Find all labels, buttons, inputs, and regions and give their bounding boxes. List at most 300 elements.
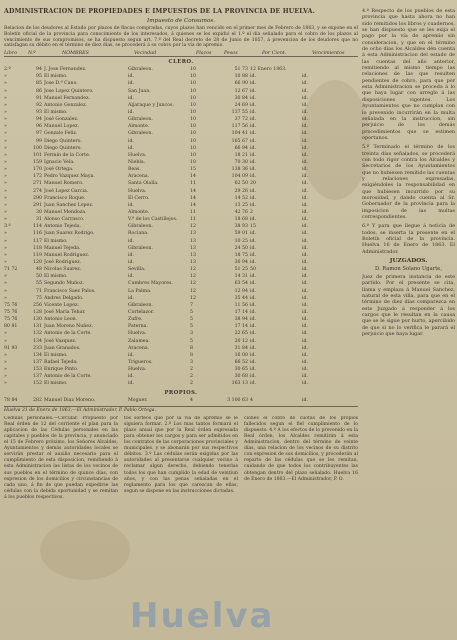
name-cell: Enrique Pinto. <box>44 367 79 373</box>
number-cell: 94 <box>36 117 42 123</box>
residence-cell: id. <box>128 374 134 380</box>
number-cell: 132 <box>33 331 42 337</box>
number-cell: 97 <box>36 131 42 137</box>
term-cell: 13 <box>190 231 196 237</box>
due-cell: id. <box>302 74 308 80</box>
number-cell: 137 <box>33 374 42 380</box>
amount-cell: 42 76 <box>234 210 248 215</box>
percent-cell: id. <box>250 217 256 223</box>
term-cell: 14 <box>190 202 196 208</box>
residence-cell: Trigueros. <box>128 359 153 365</box>
debtors-table <box>4 59 358 403</box>
name-cell: Fermin de la Corte. <box>44 152 91 158</box>
term-cell: 5 <box>190 338 193 344</box>
book-cell: » <box>4 210 7 215</box>
percent-cell: id. <box>250 102 256 108</box>
book-cell: » <box>4 238 7 244</box>
residence-cell: San Juan. <box>128 88 151 94</box>
term-cell: 10 <box>190 160 196 166</box>
name-cell: Antonio de la Corte. <box>44 374 92 380</box>
table-row <box>4 345 358 352</box>
book-cell: » <box>4 95 7 101</box>
name-cell: Juan Granados. <box>44 345 81 351</box>
residence-cell: id. <box>128 145 134 151</box>
percent-cell: id. <box>250 131 256 137</box>
due-cell: id. <box>302 102 308 108</box>
term-cell: 10 <box>190 74 196 80</box>
column-header: Pesos <box>224 51 238 57</box>
table-row <box>4 180 358 187</box>
amount-cell: 59 01 <box>234 231 248 237</box>
residence-cell: Aracena. <box>128 174 150 180</box>
number-cell: 134 <box>33 338 42 344</box>
percent-cell: id. <box>250 88 256 94</box>
amount-cell: 165 67 <box>231 138 248 144</box>
term-cell: 10 <box>190 138 196 144</box>
due-cell: id. <box>302 131 308 137</box>
number-cell: 131 <box>33 324 42 330</box>
percent-cell: id. <box>250 167 256 173</box>
amount-cell: 18 75 <box>234 252 248 258</box>
book-cell: » <box>4 217 7 223</box>
residence-cell: Aracena. <box>128 345 150 351</box>
residence-cell: Gibraleon. <box>128 131 153 137</box>
amount-cell: 62 50 <box>234 181 248 187</box>
percent-cell: id. <box>250 288 256 294</box>
residence-cell: Rociana. <box>128 231 149 237</box>
name-cell: Manuel Rodriguez. <box>44 252 90 258</box>
number-cell: 130 <box>33 317 42 323</box>
due-cell: id. <box>302 324 308 330</box>
due-cell: id. <box>302 231 308 237</box>
residence-cell: id. <box>128 95 134 101</box>
name-cell: Juan Sanchez Lopez. <box>44 202 94 208</box>
book-cell: » <box>4 181 7 187</box>
book-cell: » <box>4 338 7 344</box>
amount-cell: 12 94 <box>234 288 248 294</box>
due-cell: id. <box>302 252 308 258</box>
residence-cell: id. <box>128 81 134 87</box>
amount-cell: 104 09 <box>231 174 248 180</box>
amount-cell: 138 36 <box>231 167 248 173</box>
amount-cell: 3 100 63 <box>227 397 248 403</box>
table-row <box>4 295 358 302</box>
column-header: Vecindad <box>134 51 157 57</box>
number-cell: 94 <box>36 67 42 73</box>
table-column-headers <box>4 51 358 57</box>
book-cell: » <box>4 160 7 166</box>
name-cell: Manuel Tejeda. <box>44 245 81 251</box>
due-cell: id. <box>302 88 308 94</box>
number-cell: 117 <box>33 238 42 244</box>
table-row <box>4 88 358 95</box>
percent-cell: id. <box>250 238 256 244</box>
table-row <box>4 66 358 73</box>
book-cell: » <box>4 352 7 358</box>
table-row <box>4 145 358 152</box>
residence-cell: Cumbres Mayores. <box>128 281 173 287</box>
due-cell: id. <box>302 110 308 116</box>
term-cell: 12 <box>190 274 196 280</box>
percent-cell: id. <box>250 374 256 380</box>
name-cell: José Rodriguez. <box>44 259 82 265</box>
term-cell: 12 <box>190 288 196 294</box>
book-cell: » <box>4 124 7 130</box>
page-header: ADMINISTRACION DE PROPIEDADES É IMPUESTOS DE LA PROVINCIA DE HUELVA. <box>4 8 315 15</box>
amount-cell: 104 41 <box>231 131 248 137</box>
percent-cell: id. <box>250 152 256 158</box>
number-cell: 95 <box>36 74 42 80</box>
percent-cell: id. <box>250 309 256 315</box>
book-cell: » <box>4 188 7 194</box>
book-cell: » <box>4 288 7 294</box>
book-cell: 75 76 <box>4 302 18 308</box>
residence-cell: id. <box>128 295 134 301</box>
bottom-text-columns <box>4 416 358 558</box>
side-paragraph-1: 4.º Respecto de los pueblos de esta provincia que hasta ahora no han sido remitidos los libros y cuadernos, se han dispuesto que se les exija el pago por la vía de apremio sin consideracion, y que en el término de ocho días los Alcaldes dén cuenta á esta Administracion del estado de las cuentas del año anterior, remitiendo al mismo tiempo las relaciones de las que resulten pendientes de cobro, para que por esta Administracion se proceda á lo que haya lugar con arreglo á las disposiciones vigentes. Los Ayuntamientos que no cumplan con lo prevenido incurrirán en la multa señalada en la instruccion, sin perjuicio de los demás procedimientos que se estimen oportunos. <box>362 8 455 141</box>
table-row <box>4 252 358 259</box>
percent-cell: id. <box>250 117 256 123</box>
residence-cell: Huelva. <box>128 331 147 337</box>
table-row <box>4 273 358 280</box>
term-cell: 13 <box>190 259 196 265</box>
number-cell: 271 <box>33 181 42 187</box>
due-cell: id. <box>302 367 308 373</box>
book-cell: » <box>4 259 7 265</box>
book-cell: » <box>4 195 7 201</box>
due-cell: id. <box>302 281 308 287</box>
term-cell: 12 <box>190 295 196 301</box>
bottom-column-2: tos sorteos que por la via de apremio se le siguiera formar. 2.º Los mas tantos formará el plazo anual que por la Real órden expresada para obtener los cargos y para ser admitidos en los contratos de las corporaciones provinciales y municipales, y se abonarán por sus respectivos débitos. 3.º Las cédulas serán exigidas por las autoridades al presentarse cualquier vecino á reclamar algun derecho, debiendo tenerlas todos los que han cumplido la edad de veintiun años, y con las penas señaladas en el reglamento para los que carezcan de ellas, segun se dispone en las instrucciones dictadas. <box>124 415 238 494</box>
due-cell: id. <box>302 352 308 358</box>
table-row <box>4 195 358 202</box>
book-cell: » <box>4 274 7 280</box>
book-cell: » <box>4 102 7 108</box>
table-row <box>4 245 358 252</box>
amount-cell: 66 90 <box>234 81 248 87</box>
percent-cell: id. <box>250 188 256 194</box>
amount-cell: 14 31 <box>234 274 248 280</box>
amount-cell: 20 12 <box>234 338 248 344</box>
residence-cell: id. <box>128 274 134 280</box>
percent-cell: id. <box>250 367 256 373</box>
term-cell: 11 <box>190 181 196 187</box>
due-cell: id. <box>302 174 308 180</box>
table-row <box>4 223 358 230</box>
number-cell: 114 <box>33 224 42 230</box>
book-cell: » <box>4 167 7 173</box>
term-cell: 5 <box>190 309 193 315</box>
residence-cell: Sevilla. <box>128 267 146 273</box>
table-row <box>4 102 358 109</box>
percent-cell: id. <box>250 145 256 151</box>
term-cell: 14 <box>190 195 196 201</box>
table-row <box>4 238 358 245</box>
term-cell: 8 <box>190 345 193 351</box>
table-row <box>4 323 358 330</box>
term-cell: 2 <box>190 374 193 380</box>
section-subtitle: Impuesto de Consumos. <box>147 18 215 24</box>
main-column <box>4 8 358 638</box>
amount-cell: 17 14 <box>234 309 248 315</box>
amount-cell: 22 65 <box>234 331 248 337</box>
column-header: Plazos <box>196 51 212 57</box>
percent-cell: id. <box>250 245 256 251</box>
number-cell: 119 <box>33 252 42 258</box>
amount-cell: 24 50 <box>234 245 248 251</box>
residence-cell: id. <box>128 252 134 258</box>
due-cell: id. <box>302 381 308 387</box>
term-cell: 7 <box>190 302 193 308</box>
number-cell: 31 <box>36 217 42 223</box>
percent-cell: id. <box>250 202 256 208</box>
juzgados-heading: JUZGADOS. <box>389 258 428 265</box>
intro-paragraph: Relacion de los deudores al Estado por plazos de fincas compradas, cuyos plazos han vencido en el primer mes de Febrero de 1863, y se expone en el Boletín oficial de la provincia para conocimiento de los interesados, á quienes se les expidió el 1.º el día señalado para el cobro de los plazos al vencimiento de sus compromisos, se ha dispuesto segun art. 7.º del Real decreto de 28 de Junio de 1857, á prevencion de los deudores que no satisfagan su débito en el término de diez días, se procederá á su cobro por la vía de apremio. <box>4 26 358 49</box>
due-cell: id. <box>302 138 308 144</box>
term-cell: 14 <box>190 174 196 180</box>
percent-cell: id. <box>250 381 256 387</box>
residence-cell: Zufre. <box>128 317 143 323</box>
due-cell: id. <box>302 317 308 323</box>
amount-cell: 66 94 <box>234 145 248 151</box>
amount-cell: 51 73 <box>234 67 248 73</box>
percent-cell: id. <box>250 110 256 116</box>
residence-cell: id. <box>128 352 134 358</box>
number-cell: 256 <box>33 302 42 308</box>
table-row <box>4 338 358 345</box>
amount-cell: 51 25 <box>234 267 248 273</box>
book-cell: » <box>4 110 7 116</box>
name-cell: Manuel Romero. <box>44 181 84 187</box>
term-cell: 11 <box>190 210 196 215</box>
book-cell: 71 72 <box>4 267 18 273</box>
percent-cell: 50 <box>250 267 256 273</box>
name-cell: Ignacio Vela. <box>44 160 75 166</box>
term-cell: 10 <box>190 131 196 137</box>
due-cell: id. <box>302 359 308 365</box>
name-cell: Nicolas Suarez. <box>44 267 82 273</box>
name-cell: Francisco Saez Palos. <box>44 288 96 294</box>
name-cell: Francisco Roque. <box>44 195 86 201</box>
name-cell: Andres Delgado. <box>44 295 84 301</box>
residence-cell: Gibraleon. <box>128 302 153 308</box>
due-cell: id. <box>302 181 308 187</box>
term-cell: 8 <box>190 352 193 358</box>
bottom-column-1: Cédulas personales.—Circular. Propuesto por Real órden de 12 del corriente el plan para la aplicacion de las Cédulas personales en las capitales y pueblos de la provincia, y anunciado el 15 de Febrero próximo, los Señores Alcaldes, Ayuntamientos y demás autoridades locales se servirán prestar el auxilio necesario para el cumplimiento de esta disposicion, remitiendo á esta Administracion las listas de los vecinos de sus pueblos en el término de quince días, con expresion de los domicilios y circunstancias de cada uno, á fin de que puedan expedirse las cédulas con la debida oportunidad y se remitan á los pueblos respectivos. <box>4 415 118 500</box>
amount-cell: 35 44 <box>234 295 248 301</box>
amount-cell: 31 84 <box>234 345 248 351</box>
table-row <box>4 259 358 266</box>
name-cell: Antonio Leon. <box>44 317 78 323</box>
amount-cell: 38 94 <box>234 317 248 323</box>
amount-cell: 18 68 <box>234 217 248 223</box>
name-cell: Manuel Fernandez. <box>44 95 90 101</box>
term-cell: 14 <box>190 188 196 194</box>
due-cell: id. <box>302 117 308 123</box>
due-cell: id. <box>302 217 308 223</box>
library-watermark: Huelva <box>130 596 275 636</box>
term-cell: 10 <box>190 110 196 116</box>
amount-cell: 63 54 <box>234 281 248 287</box>
due-cell: id. <box>302 295 308 301</box>
percent-cell: 15 <box>250 224 256 230</box>
percent-cell: id. <box>250 74 256 80</box>
term-cell: 10 <box>190 145 196 151</box>
name-cell: Diego Quintero. <box>44 138 82 144</box>
table-row <box>4 397 358 404</box>
table-row <box>4 95 358 102</box>
name-cell: El mismo. <box>44 381 68 387</box>
residence-cell: id. <box>128 238 134 244</box>
term-cell: 10 <box>190 117 196 123</box>
term-cell: 13 <box>190 245 196 251</box>
column-header: NOMBRES <box>62 51 89 57</box>
amount-cell: 30 94 <box>234 259 248 265</box>
amount-cell: 18 21 <box>234 152 248 158</box>
amount-cell: 13 25 <box>234 202 248 208</box>
amount-cell: 30 84 <box>234 95 248 101</box>
due-cell: id. <box>302 195 308 201</box>
number-cell: 101 <box>33 152 42 158</box>
book-cell: » <box>4 367 7 373</box>
due-cell: id. <box>302 152 308 158</box>
residence-cell: Moguer. <box>128 397 148 403</box>
table-row <box>4 73 358 80</box>
name-cell: Juan Suarez Rodrigo. <box>44 231 95 237</box>
column-header: Vencimientos <box>312 51 345 57</box>
percent-cell: 12 Enero 1863. <box>250 67 287 73</box>
number-cell: 96 <box>36 124 42 130</box>
term-cell: 10 <box>190 152 196 158</box>
name-cell: El mismo. <box>44 110 68 116</box>
due-cell: id. <box>302 245 308 251</box>
name-cell: Alonso Carrasco. <box>44 217 85 223</box>
amount-cell: 10 25 <box>234 238 248 244</box>
term-cell: 5 <box>190 324 193 330</box>
residence-cell: Beas. <box>128 167 141 173</box>
book-cell: » <box>4 117 7 123</box>
book-cell: » <box>4 374 7 380</box>
table-row <box>4 80 358 87</box>
book-cell: 78 84 <box>4 397 18 403</box>
table-row <box>4 109 358 116</box>
term-cell: 15 <box>190 167 196 173</box>
book-cell: » <box>4 295 7 301</box>
residence-cell: Aljaraque y Juncos. <box>128 102 174 108</box>
residence-cell: Huelva. <box>128 188 147 194</box>
name-cell: Rafael Tejeda. <box>44 359 78 365</box>
side-paragraph-4: Juez de primera instancia de este partido. Por el presente se cita, llama y emplaza á Manuel Sanchez, natural de esta villa, para que en el término de diez días comparezca en este Juzgado á responder á los cargos que le resultan en la causa que se le sigue por hurto, apercibido de que si no lo verifica le parará el perjuicio que haya lugar. <box>362 274 455 338</box>
number-cell: 85 <box>36 81 42 87</box>
due-cell: id. <box>302 202 308 208</box>
percent-cell: id. <box>250 252 256 258</box>
table-row <box>4 302 358 309</box>
book-cell: 3.º <box>4 224 11 230</box>
due-cell: id. <box>302 238 308 244</box>
term-cell: 12 <box>190 224 196 230</box>
term-cell: 10 <box>190 81 196 87</box>
residence-cell: id. <box>128 202 134 208</box>
number-cell: 172 <box>33 174 42 180</box>
due-cell: id. <box>302 345 308 351</box>
bottom-column-3: ciones el cobro de cuotas de los propios fallecidos segun el fiel cumplimiento de lo dispuesto. 4.º A los efectos de lo prevenido en la Real órden, los Alcaldes remitirán á esta Administracion, dentro del término de veinte días, una relacion de los vecinos de su distrito con expresion de sus domicilios, y procederán al reparto de las cédulas que se les remitan, cuidando de que todos los contribuyentes las obtengan dentro del plazo señalado. Huelva 16 de Enero de 1863.—El Administrador, P. O. <box>244 415 358 482</box>
due-cell: id. <box>302 210 308 215</box>
name-cell: Antonio Tejeda. <box>44 224 81 230</box>
amount-cell: 37 72 <box>234 117 248 123</box>
name-cell: Gonzalo Feliz. <box>44 131 78 137</box>
percent-cell: id. <box>250 274 256 280</box>
book-cell: » <box>4 138 7 144</box>
name-cell: Segundo Muñoz. <box>44 281 84 287</box>
percent-cell: id. <box>250 352 256 358</box>
name-cell: Juan Moreno Nuñez. <box>44 324 94 330</box>
table-row <box>4 116 358 123</box>
due-cell: id. <box>302 145 308 151</box>
book-cell: » <box>4 331 7 337</box>
name-cell: El mismo. <box>44 74 68 80</box>
number-cell: 233 <box>33 345 42 351</box>
number-cell: 50 <box>36 274 42 280</box>
table-footer: Huelva 21 de Enero de 1863.—El Administrador, P. Pablo Ortega. <box>4 406 358 413</box>
book-cell: » <box>4 231 7 237</box>
residence-cell: V.ª de los Castillejos. <box>128 217 178 223</box>
name-cell: Jose Lopez Quintero. <box>44 88 94 94</box>
due-cell: id. <box>302 95 308 101</box>
percent-cell: id. <box>250 295 256 301</box>
amount-cell: 70 30 <box>234 160 248 166</box>
due-cell: id. <box>302 160 308 166</box>
due-cell: id. <box>302 302 308 308</box>
number-cell: 290 <box>33 195 42 201</box>
number-cell: 170 <box>33 167 42 173</box>
number-cell: 291 <box>33 202 42 208</box>
percent-cell: id. <box>250 231 256 237</box>
number-cell: 128 <box>33 309 42 315</box>
name-cell: Pedro Vazquez Maya. <box>44 174 95 180</box>
table-row <box>4 380 358 387</box>
residence-cell: Huelva. <box>128 152 147 158</box>
percent-cell: id. <box>250 345 256 351</box>
number-cell: 55 <box>36 281 42 287</box>
amount-cell: 38 93 <box>234 224 248 230</box>
name-cell: Diego Quintero. <box>44 145 82 151</box>
term-cell: 10 <box>190 102 196 108</box>
amount-cell: 14 52 <box>234 195 248 201</box>
residence-cell: id. <box>128 381 134 387</box>
percent-cell: id. <box>250 302 256 308</box>
book-cell: » <box>4 245 7 251</box>
residence-cell: Paterna. <box>128 324 148 330</box>
number-cell: 118 <box>33 245 42 251</box>
number-cell: 75 <box>36 295 42 301</box>
percent-cell: id. <box>250 281 256 287</box>
number-cell: 120 <box>33 259 42 265</box>
residence-cell: Cortelazor. <box>128 309 155 315</box>
percent-cell: 4 <box>250 397 253 403</box>
name-cell: José Vazquez. <box>44 338 77 344</box>
percent-cell: id. <box>250 174 256 180</box>
name-cell: Antonio Gonzalez. <box>44 102 88 108</box>
table-row <box>4 166 358 173</box>
name-cell: Manuel Mendoza. <box>44 210 87 215</box>
number-cell: 134 <box>33 352 42 358</box>
percent-cell: id. <box>250 160 256 166</box>
table-row <box>4 359 358 366</box>
book-cell: 91 93 <box>4 345 18 351</box>
amount-cell: 137 55 <box>231 110 248 116</box>
term-cell: 10 <box>190 88 196 94</box>
term-cell: 2 <box>190 381 193 387</box>
